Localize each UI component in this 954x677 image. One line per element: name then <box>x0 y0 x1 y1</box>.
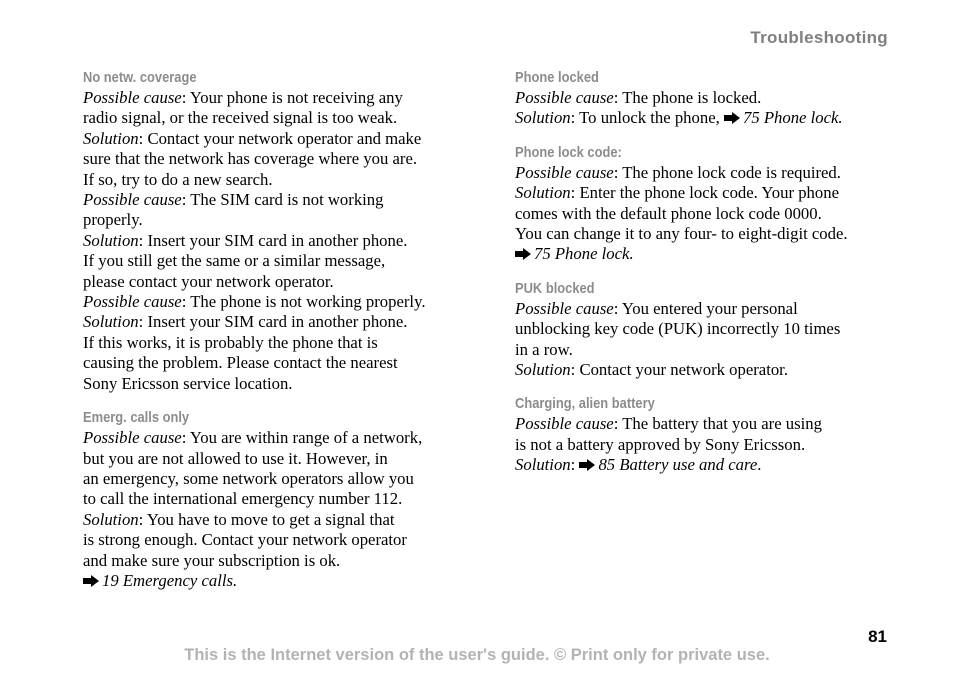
section-heading: Emerg. calls only <box>83 409 190 427</box>
cross-reference-link[interactable]: 19 Emergency calls. <box>83 571 463 591</box>
text-line: Solution: To unlock the phone, 75 Phone lock. <box>515 108 843 128</box>
section-heading: No netw. coverage <box>83 69 197 86</box>
text-line: Solution: Insert your SIM card in another phone. <box>83 230 408 250</box>
arrow-right-icon <box>579 459 595 471</box>
possible-cause-label: Possible cause <box>515 162 614 182</box>
section-phone-locked <box>515 68 895 129</box>
text-line: properly. <box>83 210 143 230</box>
text-line: Solution: Insert your SIM card in another phone. <box>83 312 408 332</box>
possible-cause-label: Possible cause <box>515 414 614 434</box>
section-no-network-coverage <box>83 68 463 394</box>
possible-cause-label: Possible cause <box>515 298 614 318</box>
solution-label: Solution <box>515 183 571 203</box>
text-line: You can change it to any four- to eight-digit code. <box>515 224 848 244</box>
text-line: and make sure your subscription is ok. <box>83 550 341 570</box>
section-heading: Phone locked <box>515 69 599 86</box>
arrow-right-icon <box>83 575 99 587</box>
text-line: Solution: You have to move to get a signal that <box>83 509 395 529</box>
right-column <box>515 68 895 490</box>
text-line: Possible cause: You entered your personal <box>515 298 798 318</box>
text-line: If this works, it is probably the phone that is <box>83 332 378 352</box>
section-puk-blocked <box>515 279 895 381</box>
section-phone-lock-code <box>515 143 895 265</box>
left-column <box>83 68 463 605</box>
text-line: Solution: 85 Battery use and care. <box>515 455 762 475</box>
section-heading: Phone lock code: <box>515 143 622 161</box>
possible-cause-label: Possible cause <box>83 190 182 210</box>
text-line: causing the problem. Please contact the nearest <box>83 353 398 373</box>
solution-label: Solution <box>515 360 571 380</box>
text-line: If you still get the same or a similar message, <box>83 251 386 271</box>
cross-reference-link[interactable]: 85 Battery use and care <box>579 455 757 474</box>
possible-cause-label: Possible cause <box>83 292 182 312</box>
text-line: If so, try to do a new search. <box>83 169 273 189</box>
text-line: Solution: Enter the phone lock code. Your phone <box>515 183 839 203</box>
text-line: radio signal, or the received signal is too weak. <box>83 108 398 128</box>
cross-reference-link[interactable]: 75 Phone lock. <box>724 108 843 127</box>
solution-label: Solution <box>83 312 139 332</box>
section-heading: Charging, alien battery <box>515 395 655 413</box>
text-line: Possible cause: The phone is locked. <box>515 88 762 107</box>
text-line: Solution: Contact your network operator. <box>515 360 788 380</box>
solution-label: Solution <box>515 455 571 475</box>
text-line: unblocking key code (PUK) incorrectly 10 times <box>515 319 841 339</box>
text-line: Possible cause: The phone lock code is required. <box>515 162 841 182</box>
solution-label: Solution <box>515 108 571 128</box>
text-line: Possible cause: You are within range of a network, <box>83 428 423 448</box>
possible-cause-label: Possible cause <box>83 428 182 448</box>
text-line: an emergency, some network operators allow you <box>83 468 414 488</box>
solution-label: Solution <box>83 128 139 148</box>
text-line: in a row. <box>515 339 573 359</box>
text-line: is not a battery approved by Sony Ericsson. <box>515 434 806 454</box>
text-line: to call the international emergency number 112. <box>83 489 403 509</box>
possible-cause-label: Possible cause <box>515 88 614 107</box>
text-line: Possible cause: The SIM card is not working <box>83 190 384 210</box>
text-line: comes with the default phone lock code 0000. <box>515 203 822 223</box>
text-line: Sony Ericsson service location. <box>83 373 293 393</box>
solution-label: Solution <box>83 509 139 529</box>
text-line: Solution: Contact your network operator and make <box>83 128 422 148</box>
possible-cause-label: Possible cause <box>83 88 182 107</box>
cross-reference-link[interactable]: 75 Phone lock. <box>515 244 895 264</box>
section-heading: PUK blocked <box>515 279 595 297</box>
text-line: sure that the network has coverage where you are. <box>83 149 418 169</box>
arrow-right-icon <box>724 112 740 124</box>
text-line: Possible cause: Your phone is not receiving any <box>83 88 403 107</box>
text-line: Possible cause: The battery that you are using <box>515 414 822 434</box>
text-line: is strong enough. Contact your network operator <box>83 530 407 550</box>
text-line: but you are not allowed to use it. However, in <box>83 448 388 468</box>
arrow-right-icon <box>515 248 531 260</box>
page-number: 81 <box>868 627 887 646</box>
section-charging-alien-battery <box>515 394 895 475</box>
text-line: Possible cause: The phone is not working properly. <box>83 292 426 312</box>
solution-label: Solution <box>83 230 139 250</box>
text-line: please contact your network operator. <box>83 271 334 291</box>
footer-notice: This is the Internet version of the user's guide. © Print only for private use. <box>184 646 770 664</box>
section-emergency-calls-only <box>83 408 463 591</box>
page-header-title: Troubleshooting <box>750 28 888 47</box>
